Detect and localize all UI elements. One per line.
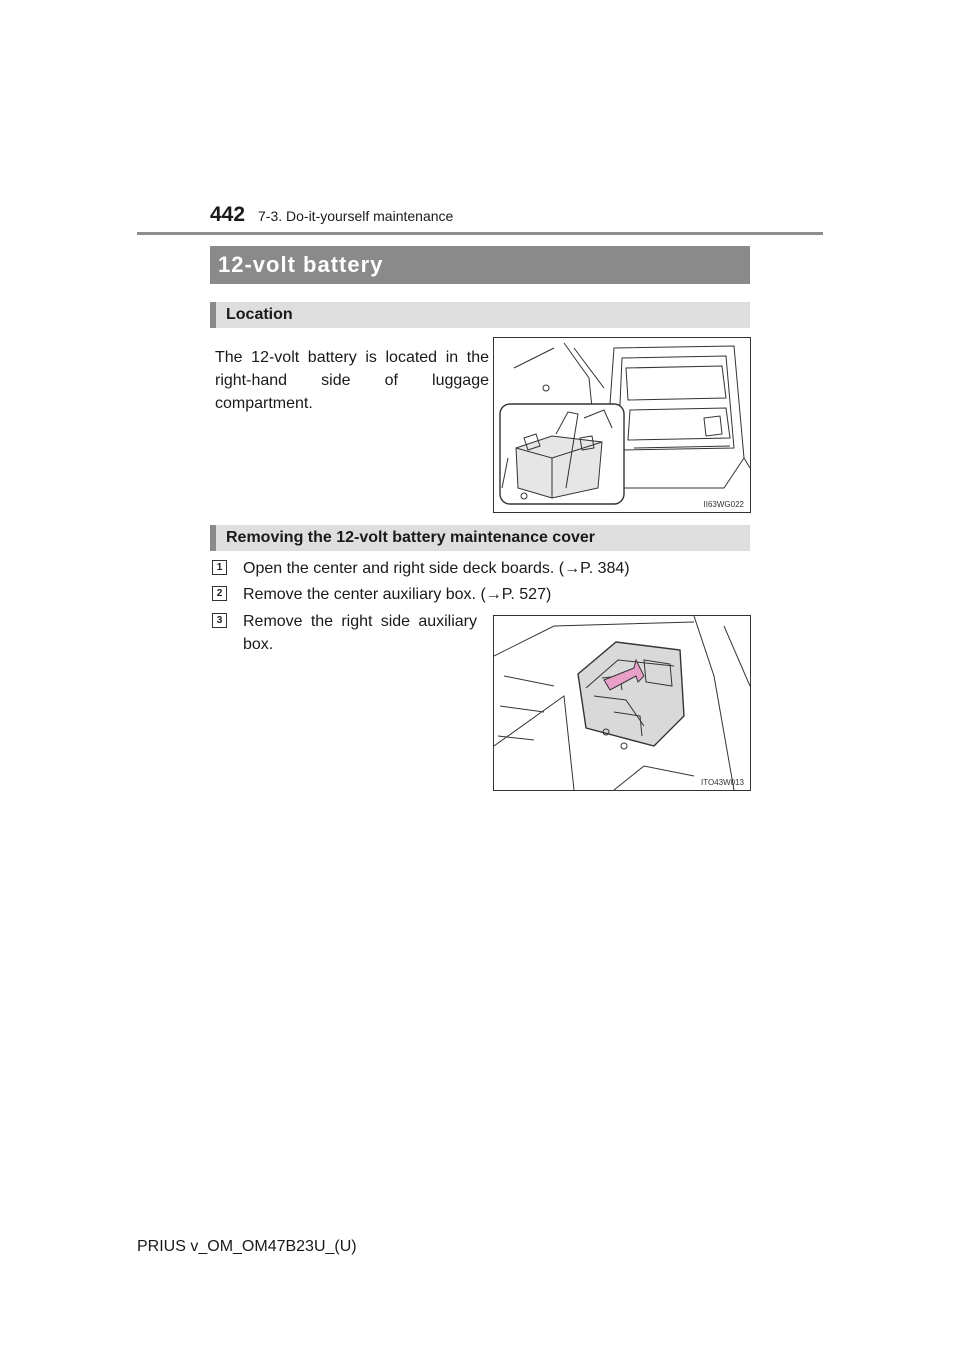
step-text-3: Remove the right side auxiliary box. [243, 613, 477, 653]
step-text-2: Remove the center auxiliary box. (→P. 527) [243, 586, 552, 603]
page-number: 442 [210, 203, 246, 226]
removing-heading-bar [210, 525, 750, 551]
location-heading-bar [210, 302, 750, 328]
luggage-compartment-drawing [494, 338, 750, 512]
section-reference: 7-3. Do-it-yourself maintenance [258, 208, 454, 224]
section-title-bar [210, 246, 750, 284]
auxiliary-box-drawing [494, 616, 750, 790]
figure-code: II63WG022 [703, 500, 744, 509]
removing-heading: Removing the 12-volt battery maintenance cover [226, 529, 595, 546]
section-title: 12-volt battery [218, 252, 384, 277]
figure-code: ITO43W013 [701, 778, 744, 787]
step-number-2: 2 [212, 586, 227, 601]
step-number-1: 1 [212, 560, 227, 575]
location-text: The 12-volt battery is located in the right-hand side of luggage compartment. [215, 349, 489, 412]
footer-doc-code: PRIUS v_OM_OM47B23U_(U) [137, 1238, 357, 1255]
header-rule [137, 232, 823, 235]
auxiliary-box-illustration [493, 615, 751, 791]
step-number-3: 3 [212, 613, 227, 628]
step-text-1: Open the center and right side deck boards. (→P. 384) [243, 560, 630, 577]
location-heading: Location [226, 306, 293, 323]
battery-location-illustration [493, 337, 751, 513]
